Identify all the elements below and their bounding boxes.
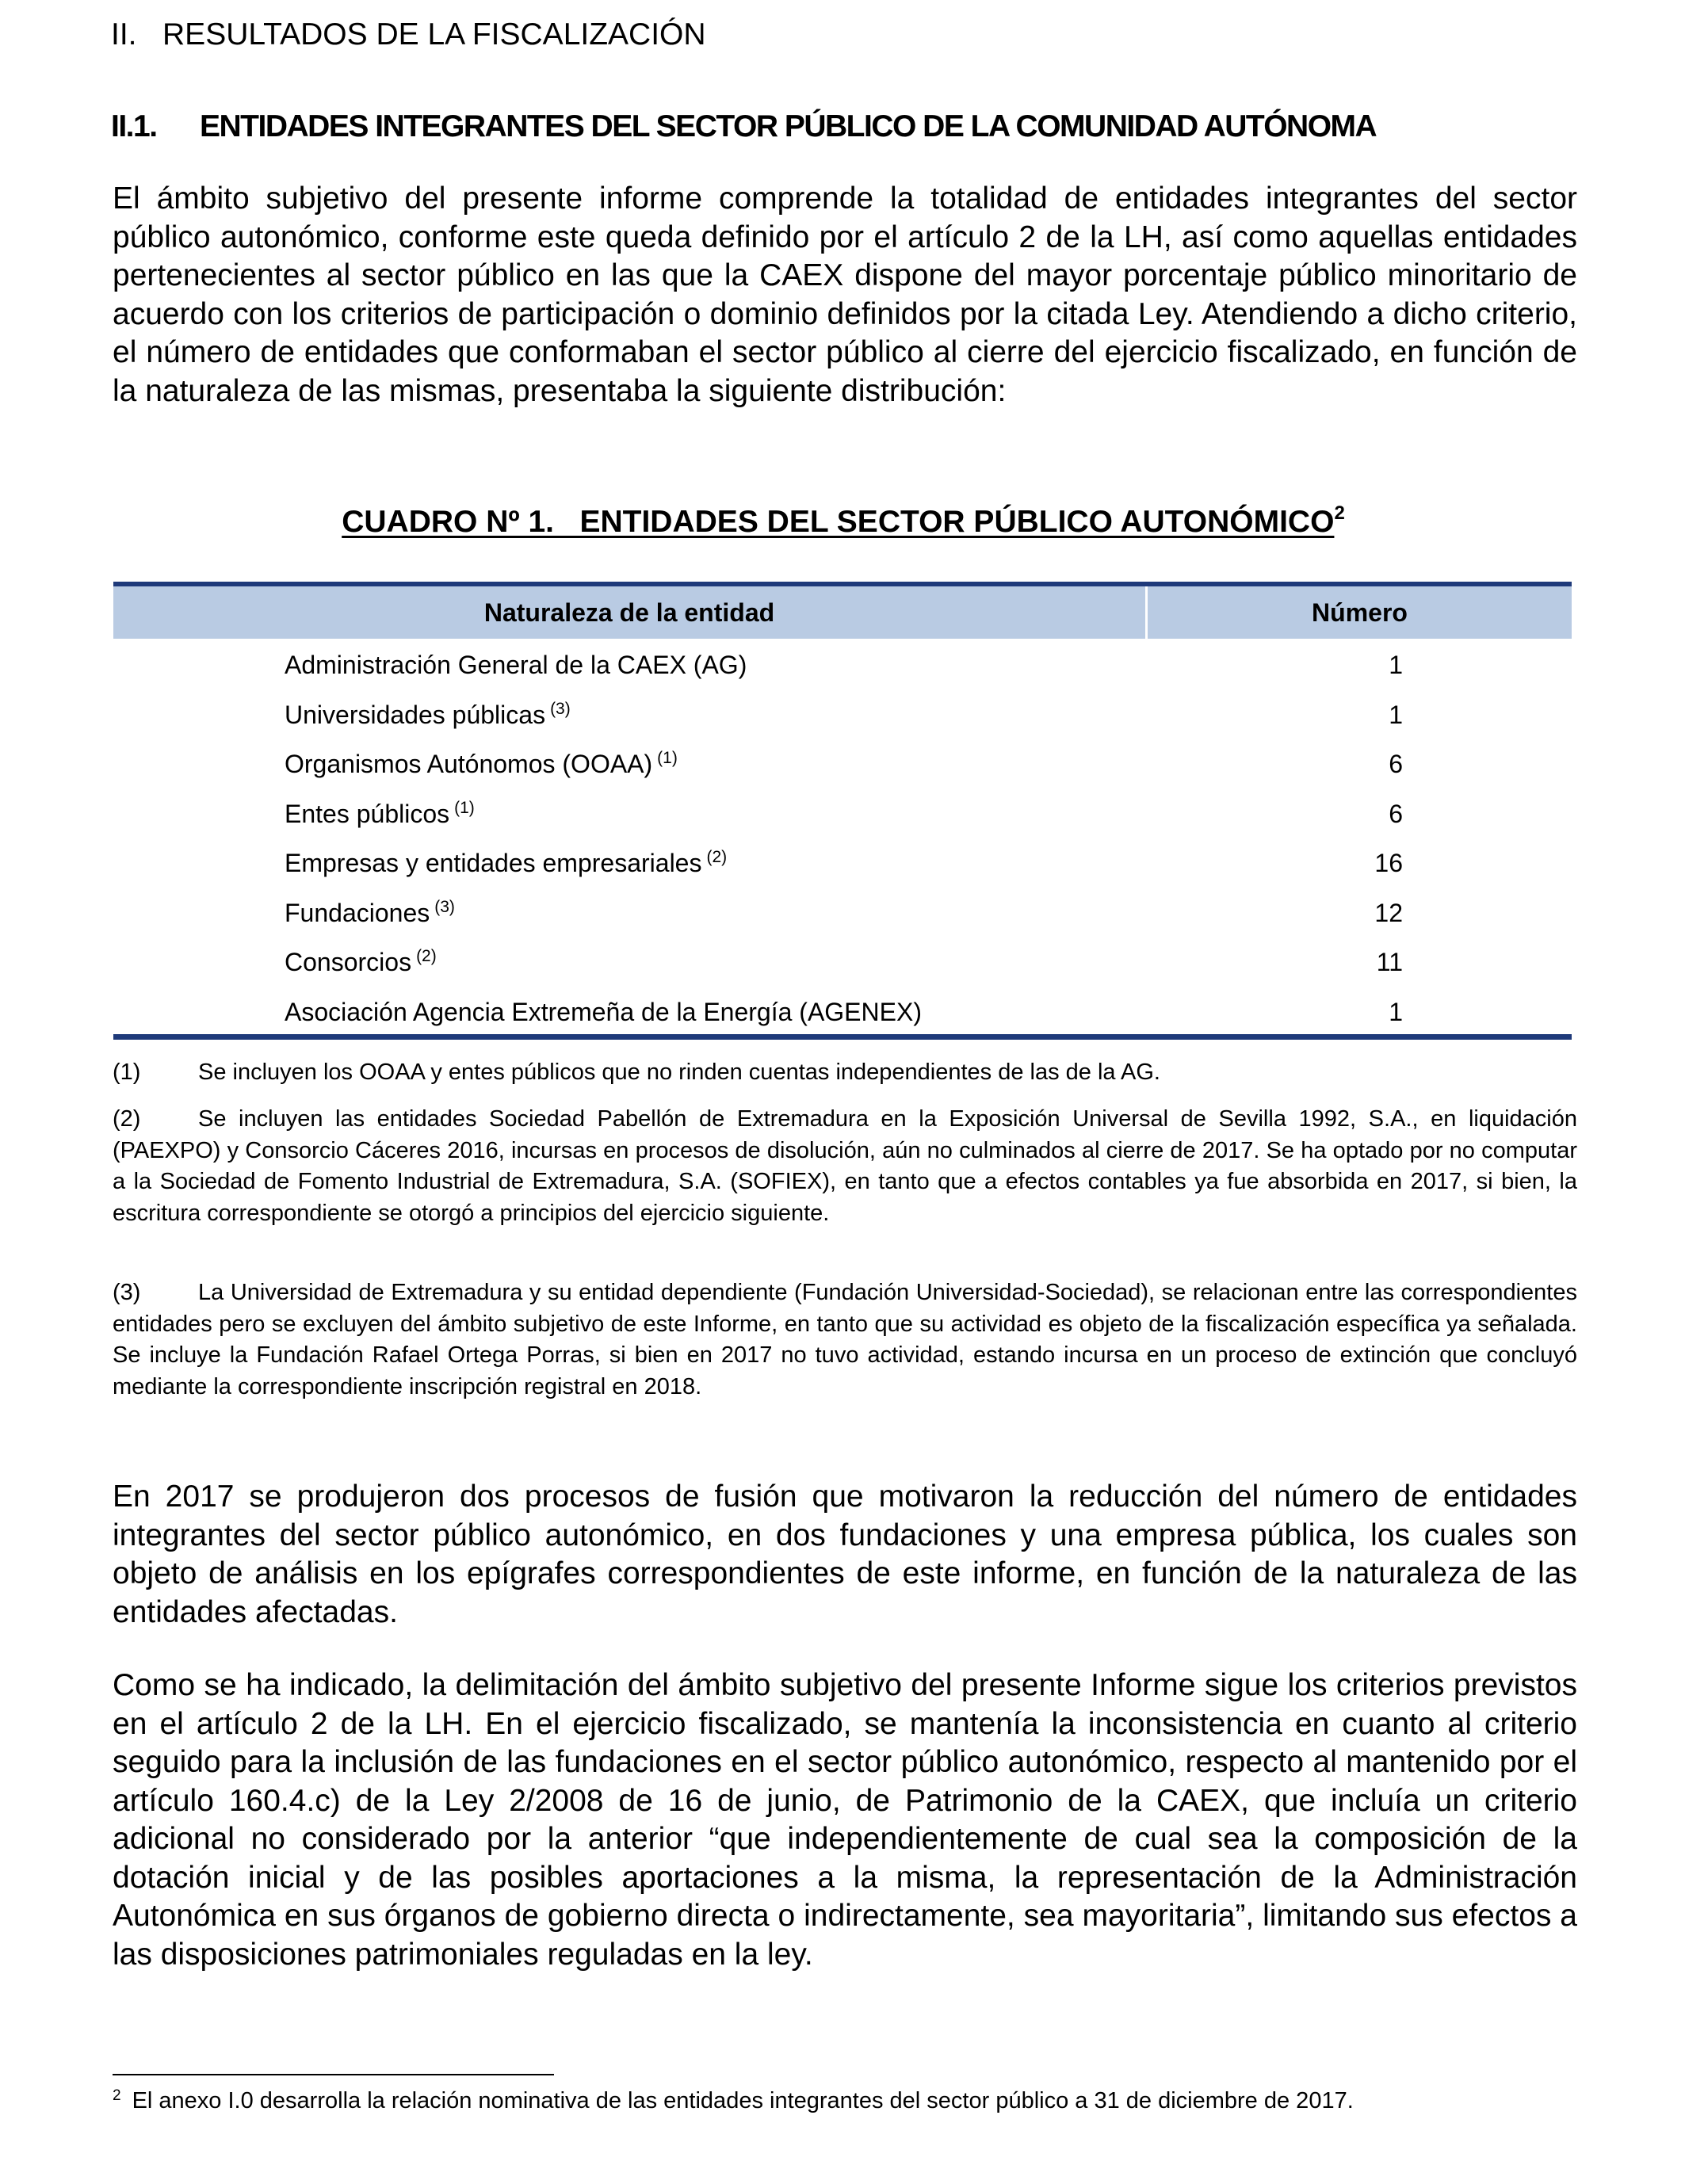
intro-paragraph: El ámbito subjetivo del presente informe comprende la totalidad de entidades integrantes del sector público autonómico, conforme este queda definido por el artículo 2 de la LH, así como aquellas entidades pertenecientes al sector público en las que la CAEX dispone del mayor porcentaje público minoritario de acuerdo con los criterios de participación o dominio definidos por la citada Ley. Atendiendo a dicho criterio, el número de entidades que conformaban el sector público al cierre del ejercicio fiscalizado, en función de la naturaleza de las mismas, presentaba la siguiente distribución: bbox=[113, 181, 1577, 408]
subsection-heading bbox=[111, 109, 1376, 144]
table-bottom-rule bbox=[113, 1034, 1572, 1040]
row-entity-name: Universidades públicas $^{(3)}$ bbox=[285, 699, 571, 729]
table-caption bbox=[111, 502, 1576, 540]
table-note-label: (1) bbox=[113, 1060, 141, 1085]
row-note-ref: (2) bbox=[416, 947, 437, 965]
table-row bbox=[113, 789, 1572, 839]
row-number: 16 bbox=[1374, 849, 1403, 877]
table-caption-text: CUADRO Nº 1. ENTIDADES DEL SECTOR PÚBLICO AUTONÓMICO bbox=[342, 505, 1335, 539]
row-note-ref: (1) bbox=[657, 749, 678, 767]
row-number: 6 bbox=[1389, 750, 1403, 778]
table-row bbox=[113, 640, 1572, 690]
row-entity-name: Fundaciones $^{(3)}$ bbox=[285, 897, 455, 927]
table-row bbox=[113, 690, 1572, 740]
page-footnote-ref: 2 bbox=[113, 2087, 121, 2104]
table-caption-footnote-ref: 2 bbox=[1334, 502, 1345, 524]
row-entity-name: Empresas y entidades empresariales $^{(2)}$ bbox=[285, 848, 728, 877]
table-row bbox=[113, 739, 1572, 789]
row-entity-name: Organismos Autónomos (OOAA) $^{(1)}$ bbox=[285, 749, 678, 778]
table-note-label: (3) bbox=[113, 1280, 141, 1305]
section-heading: II. RESULTADOS DE LA FISCALIZACIÓN bbox=[111, 17, 706, 52]
table-note-label: (2) bbox=[113, 1106, 141, 1132]
table-row bbox=[113, 838, 1572, 888]
row-entity-name: Asociación Agencia Extremeña de la Energía (AGENEX) bbox=[285, 997, 922, 1026]
table-row bbox=[113, 888, 1572, 938]
header-entity-nature: Naturaleza de la entidad bbox=[113, 586, 1148, 639]
subsection-title: ENTIDADES INTEGRANTES DEL SECTOR PÚBLICO DE LA COMUNIDAD AUTÓNOMA bbox=[200, 109, 1377, 143]
row-note-ref: (3) bbox=[550, 699, 571, 718]
row-note-ref: (1) bbox=[454, 798, 475, 817]
row-number: 6 bbox=[1389, 799, 1403, 828]
table-note-text: Se incluyen las entidades Sociedad Pabellón de Extremadura en la Exposición Universal de Sevilla 1992, S.A., en liquidación (PAEXPO) y Consorcio Cáceres 2016, incursas en procesos de disolución, aún no culminados al cierre de 2017. Se ha optado por no computar a la Sociedad de Fomento Industrial de Extremadura, S.A. (SOFIEX), en tanto que a efectos contables ya fue absorbida en 2017, si bien, la escritura correspondiente se otorgó a principios del ejercicio siguiente. bbox=[113, 1106, 1577, 1226]
header-number: Número bbox=[1312, 598, 1408, 627]
row-note-ref: (2) bbox=[706, 848, 728, 866]
page-footnote-text: El anexo I.0 desarrolla la relación nominativa de las entidades integrantes del sector público a 31 de diciembre de 2017. bbox=[132, 2088, 1354, 2113]
row-note-ref: (3) bbox=[434, 897, 455, 916]
table-note bbox=[113, 1057, 1577, 1089]
footnote-separator bbox=[113, 2074, 554, 2075]
page-footnote bbox=[113, 2086, 1577, 2117]
table-note bbox=[113, 1104, 1577, 1229]
subsection-number: II.1. bbox=[111, 109, 157, 143]
row-entity-name: Consorcios $^{(2)}$ bbox=[285, 947, 437, 976]
fusion-paragraph: En 2017 se produjeron dos procesos de fusión que motivaron la reducción del número de entidades integrantes del sector público autonómico, en dos fundaciones y una empresa pública, los cuales son objeto de análisis en los epígrafes correspondientes de este informe, en función de la naturaleza de las entidades afectadas. bbox=[113, 1480, 1577, 1629]
row-number: 1 bbox=[1389, 700, 1403, 729]
table-header bbox=[113, 586, 1572, 640]
criteria-paragraph: Como se ha indicado, la delimitación del ámbito subjetivo del presente Informe sigue los criterios previstos en el artículo 2 de la LH. En el ejercicio fiscalizado, se mantenía la inconsistencia en cuanto al criterio seguido para la inclusión de las fundaciones en el sector público autonómico, respecto al mantenido por el artículo 160.4.c) de la Ley 2/2008 de 16 de junio, de Patrimonio de la CAEX, que incluía un criterio adicional no considerado por la anterior “que independientemente de cual sea la composición de la dotación inicial y de las posibles aportaciones a la misma, la representación de la Administración Autonómica en sus órganos de gobierno directa o indirectamente, sea mayoritaria”, limitando sus efectos a las disposiciones patrimoniales reguladas en la ley. bbox=[113, 1668, 1577, 1972]
table-row bbox=[113, 937, 1572, 987]
row-number: 1 bbox=[1389, 651, 1403, 679]
row-entity-name: Administración General de la CAEX (AG) bbox=[285, 651, 747, 679]
row-entity-name: Entes públicos $^{(1)}$ bbox=[285, 798, 475, 828]
table-note-text: La Universidad de Extremadura y su entidad dependiente (Fundación Universidad-Sociedad), se relacionan entre las correspondientes entidades pero se excluyen del ámbito subjetivo de este Informe, en tanto que su actividad es objeto de la fiscalización específica ya señalada. Se incluye la Fundación Rafael Ortega Porras, si bien en 2017 no tuvo actividad, estando incursa en un proceso de extinción que concluyó mediante la correspondiente inscripción registral en 2018. bbox=[113, 1280, 1577, 1399]
row-number: 1 bbox=[1389, 997, 1403, 1026]
row-number: 11 bbox=[1376, 948, 1403, 976]
table-note bbox=[113, 1277, 1577, 1403]
table-note-text: Se incluyen los OOAA y entes públicos que no rinden cuentas independientes de las de la AG. bbox=[198, 1060, 1160, 1085]
row-number: 12 bbox=[1374, 898, 1403, 927]
table-body bbox=[113, 640, 1572, 1037]
table-row bbox=[113, 987, 1572, 1037]
